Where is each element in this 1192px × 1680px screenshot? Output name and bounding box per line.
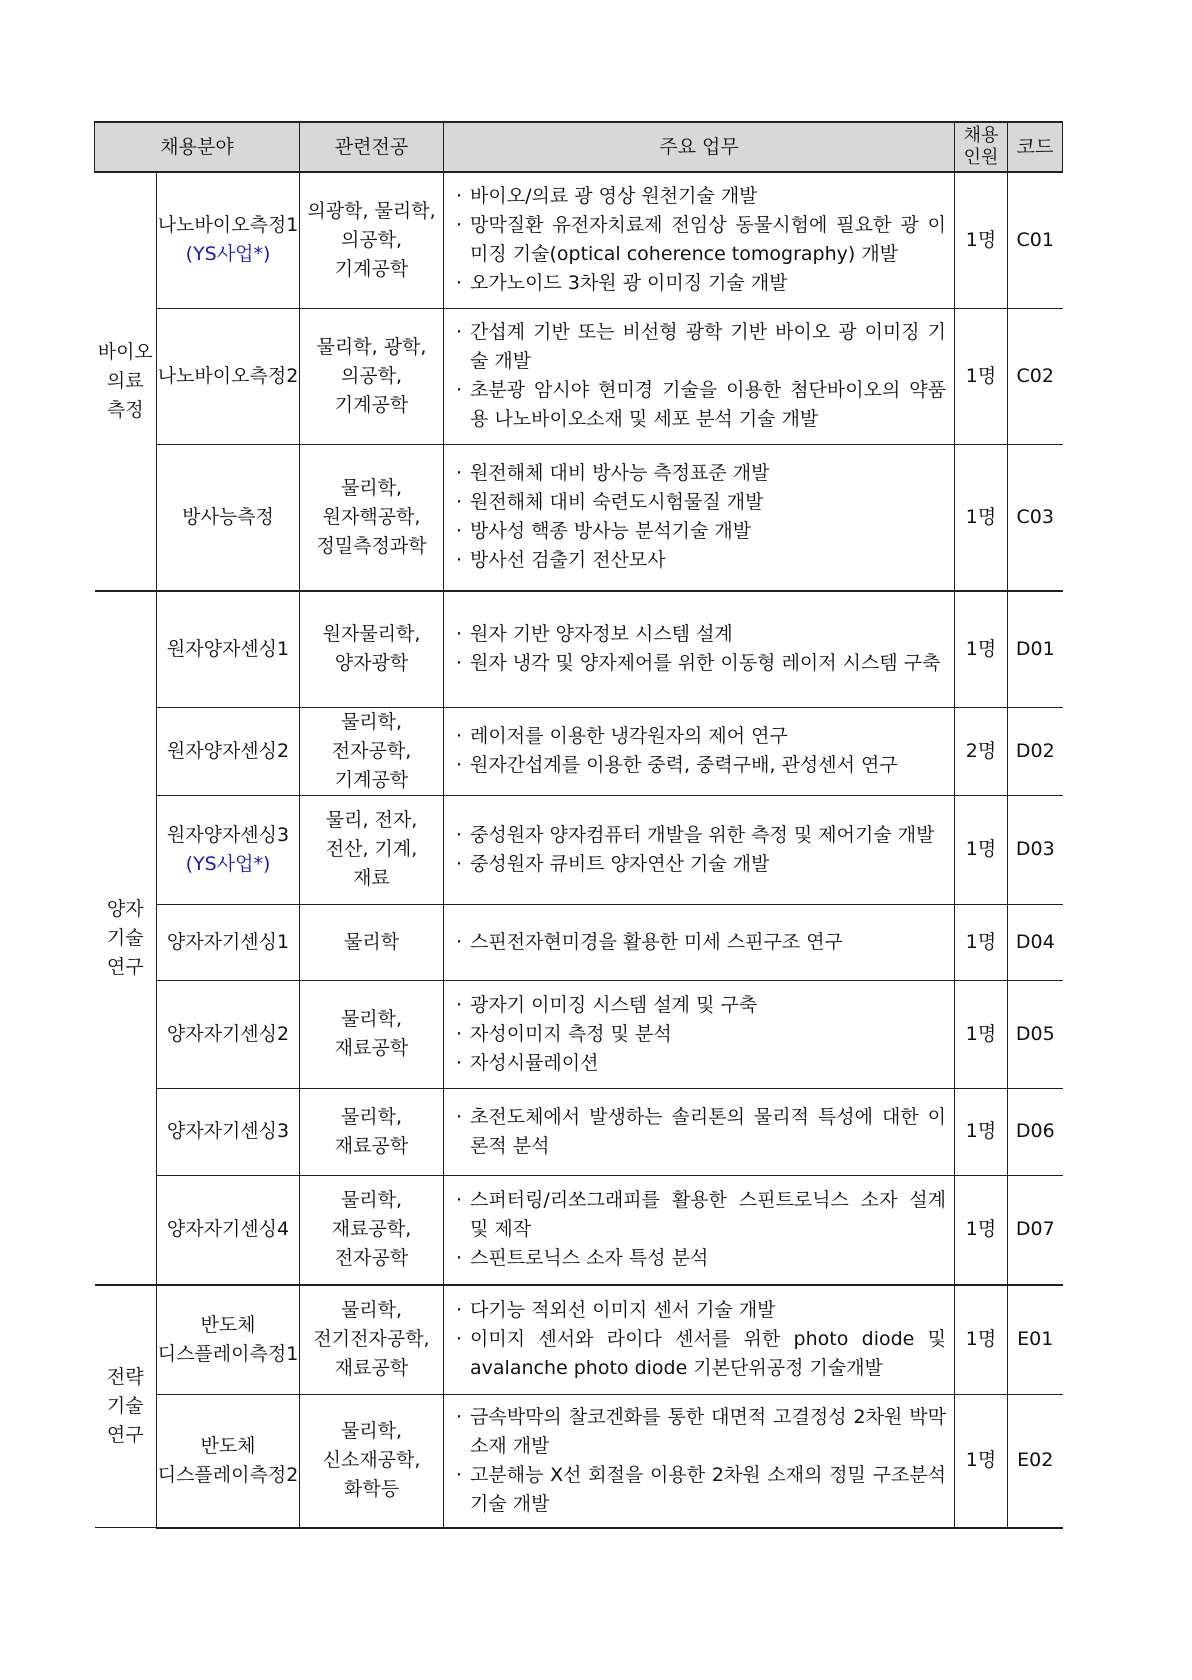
field-note: (YS사업*) xyxy=(185,852,271,875)
duty-item: · 중성원자 양자컴퓨터 개발을 위한 측정 및 제어기술 개발 xyxy=(454,821,946,850)
duties-list xyxy=(444,1095,954,1169)
headcount-cell: 1명 xyxy=(955,308,1008,444)
duties-list xyxy=(444,1288,954,1391)
duty-item: · 오가노이드 3차원 광 이미징 기술 개발 xyxy=(454,269,946,298)
header-code: 코드 xyxy=(1008,122,1063,172)
duties-list xyxy=(444,983,954,1086)
major-cell: 물리학, 전기전자공학, 재료공학 xyxy=(300,1285,444,1394)
headcount-cell: 1명 xyxy=(955,1088,1008,1175)
headcount-cell: 1명 xyxy=(955,1175,1008,1285)
duty-item: · 금속박막의 찰코겐화를 통한 대면적 고결정성 2차원 박막 소재 개발 xyxy=(454,1403,946,1461)
table-row xyxy=(95,980,1063,1088)
code-cell: D02 xyxy=(1008,707,1063,795)
headcount-cell: 1명 xyxy=(955,444,1008,591)
duty-item: · 원자간섭계를 이용한 중력, 중력구배, 관성센서 연구 xyxy=(454,751,946,780)
header-headcount: 채용 인원 xyxy=(955,122,1008,172)
field-name: 나노바이오측정2 xyxy=(157,364,299,387)
field-cell xyxy=(157,308,300,444)
duty-item: · 원전해체 대비 숙련도시험물질 개발 xyxy=(454,488,946,517)
field-cell xyxy=(157,904,300,980)
table-row xyxy=(95,1285,1063,1394)
duty-item: · 스퍼터링/리쏘그래피를 활용한 스핀트로닉스 소자 설계 및 제작 xyxy=(454,1186,946,1244)
table-row xyxy=(95,308,1063,444)
duties-cell xyxy=(444,591,955,707)
code-cell: D03 xyxy=(1008,795,1063,904)
table-row xyxy=(95,904,1063,980)
code-cell: D05 xyxy=(1008,980,1063,1088)
table-body xyxy=(95,172,1063,1528)
field-name: 양자자기센싱4 xyxy=(166,1218,290,1241)
table-row xyxy=(95,707,1063,795)
major-cell: 물리학, 원자핵공학, 정밀측정과학 xyxy=(300,444,444,591)
code-cell: C03 xyxy=(1008,444,1063,591)
duty-item: · 망막질환 유전자치료제 전임상 동물시험에 필요한 광 이미징 기술(optical coherence tomography) 개발 xyxy=(454,211,946,269)
duty-item: · 중성원자 큐비트 양자연산 기술 개발 xyxy=(454,850,946,879)
duties-list xyxy=(444,920,954,965)
table-row xyxy=(95,1175,1063,1285)
code-cell: D06 xyxy=(1008,1088,1063,1175)
table-row xyxy=(95,795,1063,904)
duties-list xyxy=(444,1395,954,1527)
duty-item: · 방사성 핵종 방사능 분석기술 개발 xyxy=(454,517,946,546)
duty-item: · 간섭계 기반 또는 비선형 광학 기반 바이오 광 이미징 기술 개발 xyxy=(454,318,946,376)
duty-item: · 스핀전자현미경을 활용한 미세 스핀구조 연구 xyxy=(454,928,946,957)
field-cell xyxy=(157,980,300,1088)
field-name: 양자자기센싱1 xyxy=(166,930,290,953)
code-cell: E02 xyxy=(1008,1394,1063,1528)
duties-cell xyxy=(444,707,955,795)
duties-cell xyxy=(444,308,955,444)
field-name: 방사능측정 xyxy=(182,505,274,528)
table-row xyxy=(95,1088,1063,1175)
duties-list xyxy=(444,174,954,306)
duty-item: · 고분해능 X선 회절을 이용한 2차원 소재의 정밀 구조분석 기술 개발 xyxy=(454,1461,946,1519)
code-cell: C01 xyxy=(1008,172,1063,308)
table-row xyxy=(95,172,1063,308)
headcount-cell: 1명 xyxy=(955,1285,1008,1394)
field-name: 반도체 디스플레이측정2 xyxy=(157,1434,299,1486)
headcount-cell: 2명 xyxy=(955,707,1008,795)
duty-item: · 자성시뮬레이션 xyxy=(454,1049,946,1078)
header-row xyxy=(95,122,1063,172)
major-cell: 물리학 xyxy=(300,904,444,980)
field-cell xyxy=(157,1394,300,1528)
major-cell: 물리학, 재료공학 xyxy=(300,1088,444,1175)
field-cell xyxy=(157,591,300,707)
major-cell: 물리학, 재료공학, 전자공학 xyxy=(300,1175,444,1285)
field-name: 나노바이오측정1 xyxy=(157,214,299,237)
group-name: 전략 기술 연구 xyxy=(95,1285,157,1528)
major-cell: 물리학, 광학, 의공학, 기계공학 xyxy=(300,308,444,444)
duties-list xyxy=(444,714,954,788)
duties-list xyxy=(444,813,954,887)
major-cell: 물리학, 전자공학, 기계공학 xyxy=(300,707,444,795)
headcount-cell: 1명 xyxy=(955,980,1008,1088)
duties-list xyxy=(444,451,954,583)
duty-item: · 광자기 이미징 시스템 설계 및 구축 xyxy=(454,991,946,1020)
major-cell: 의광학, 물리학, 의공학, 기계공학 xyxy=(300,172,444,308)
header-major: 관련전공 xyxy=(300,122,444,172)
field-cell xyxy=(157,795,300,904)
duty-item: · 레이저를 이용한 냉각원자의 제어 연구 xyxy=(454,722,946,751)
headcount-cell: 1명 xyxy=(955,1394,1008,1528)
field-name: 양자자기센싱2 xyxy=(166,1022,290,1045)
table-row xyxy=(95,444,1063,591)
duties-cell xyxy=(444,980,955,1088)
major-cell: 물리학, 재료공학 xyxy=(300,980,444,1088)
duties-cell xyxy=(444,1088,955,1175)
duties-cell xyxy=(444,1175,955,1285)
code-cell: E01 xyxy=(1008,1285,1063,1394)
field-note: (YS사업*) xyxy=(185,243,271,266)
duties-cell xyxy=(444,1394,955,1528)
duties-cell xyxy=(444,795,955,904)
group-name: 양자 기술 연구 xyxy=(95,591,157,1285)
duties-list xyxy=(444,612,954,686)
code-cell: D04 xyxy=(1008,904,1063,980)
duty-item: · 자성이미지 측정 및 분석 xyxy=(454,1020,946,1049)
duties-cell xyxy=(444,1285,955,1394)
table-row xyxy=(95,1394,1063,1528)
field-name: 반도체 디스플레이측정1 xyxy=(157,1313,299,1365)
duty-item: · 방사선 검출기 전산모사 xyxy=(454,546,946,575)
field-cell xyxy=(157,444,300,591)
code-cell: D07 xyxy=(1008,1175,1063,1285)
header-duties: 주요 업무 xyxy=(444,122,955,172)
recruitment-table xyxy=(94,121,1063,1529)
field-cell xyxy=(157,1088,300,1175)
headcount-cell: 1명 xyxy=(955,795,1008,904)
headcount-cell: 1명 xyxy=(955,904,1008,980)
field-cell xyxy=(157,707,300,795)
field-name: 원자양자센싱1 xyxy=(166,637,290,660)
code-cell: D01 xyxy=(1008,591,1063,707)
group-name: 바이오 의료 측정 xyxy=(95,172,157,591)
duties-cell xyxy=(444,172,955,308)
headcount-cell: 1명 xyxy=(955,591,1008,707)
duties-list xyxy=(444,310,954,442)
major-cell: 원자물리학, 양자광학 xyxy=(300,591,444,707)
field-name: 양자자기센싱3 xyxy=(166,1120,290,1142)
headcount-cell: 1명 xyxy=(955,172,1008,308)
duty-item: · 초전도체에서 발생하는 솔리톤의 물리적 특성에 대한 이론적 분석 xyxy=(454,1103,946,1161)
duties-cell xyxy=(444,904,955,980)
field-name: 원자양자센싱2 xyxy=(166,739,290,762)
duty-item: · 다기능 적외선 이미지 센서 기술 개발 xyxy=(454,1296,946,1325)
code-cell: C02 xyxy=(1008,308,1063,444)
duties-list xyxy=(444,1178,954,1281)
duty-item: · 초분광 암시야 현미경 기술을 이용한 첨단바이오의 약품용 나노바이오소재 및 세포 분석 기술 개발 xyxy=(454,376,946,434)
table-row xyxy=(95,591,1063,707)
header-field: 채용분야 xyxy=(95,122,300,172)
duties-cell xyxy=(444,444,955,591)
major-cell: 물리학, 신소재공학, 화학등 xyxy=(300,1394,444,1528)
duty-item: · 바이오/의료 광 영상 원천기술 개발 xyxy=(454,182,946,211)
duty-item: · 원자 기반 양자정보 시스템 설계 xyxy=(454,620,946,649)
duty-item: · 이미지 센서와 라이다 센서를 위한 photo diode 및 avalanche photo diode 기본단위공정 기술개발 xyxy=(454,1325,946,1383)
field-cell xyxy=(157,1175,300,1285)
major-cell: 물리, 전자, 전산, 기계, 재료 xyxy=(300,795,444,904)
field-name: 원자양자센싱3 xyxy=(166,823,290,846)
field-cell xyxy=(157,1285,300,1394)
duty-item: · 원자 냉각 및 양자제어를 위한 이동형 레이저 시스템 구축 xyxy=(454,649,946,678)
field-cell xyxy=(157,172,300,308)
duty-item: · 원전해체 대비 방사능 측정표준 개발 xyxy=(454,459,946,488)
duty-item: · 스핀트로닉스 소자 특성 분석 xyxy=(454,1244,946,1273)
